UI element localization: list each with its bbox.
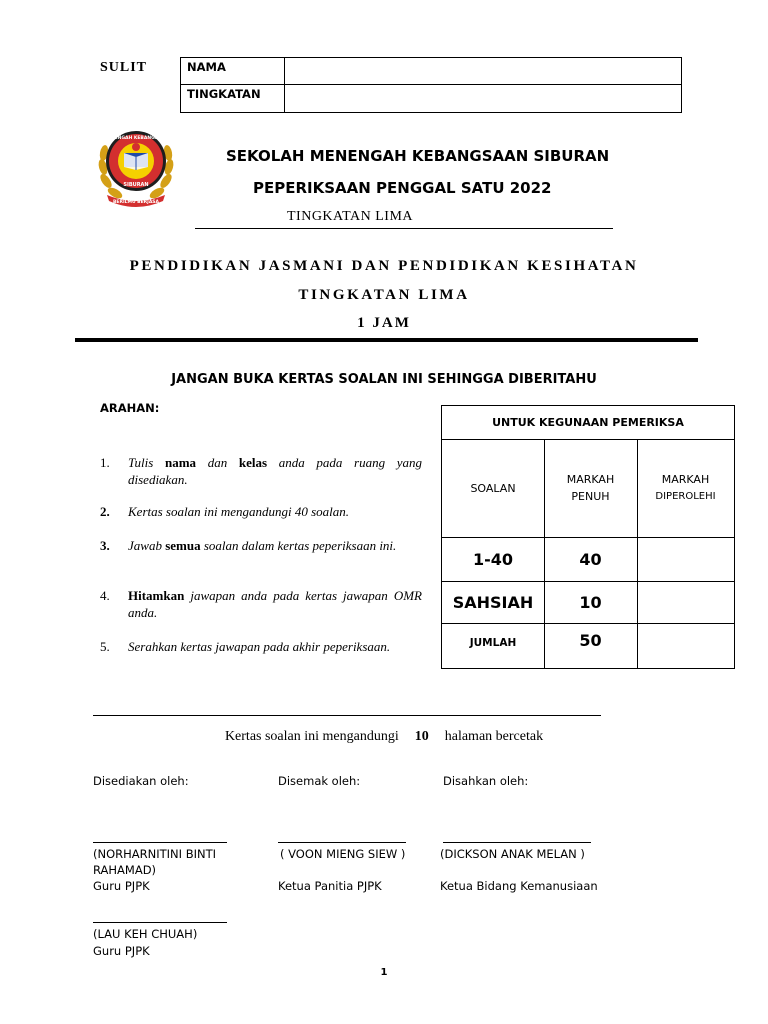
subject-form: TINGKATAN LIMA — [298, 287, 470, 303]
form-title: TINGKATAN LIMA — [287, 209, 414, 224]
examiner-mark-table — [441, 405, 735, 669]
row-obtained-mark[interactable] — [637, 623, 734, 668]
form-field[interactable] — [291, 87, 675, 109]
row-label: SAHSIAH — [452, 592, 534, 612]
student-id-table — [180, 57, 682, 113]
row-label: JUMLAH — [469, 637, 517, 649]
divider-line — [93, 715, 601, 716]
page-count: 10 — [414, 729, 429, 744]
name-label: NAMA — [187, 60, 226, 74]
row-obtained-mark[interactable] — [637, 537, 734, 581]
name-field[interactable] — [291, 60, 675, 82]
subject-title: PENDIDIKAN JASMANI DAN PENDIDIKAN KESIHATAN — [129, 258, 639, 274]
signatory-name-cont: RAHAMAD) — [93, 863, 157, 877]
exam-duration: 1 JAM — [357, 315, 411, 331]
signature-line — [443, 842, 591, 843]
row-full-mark: 50 — [579, 631, 602, 650]
instruction-number: 5. — [100, 639, 110, 654]
signatory-role: Guru PJPK — [93, 944, 150, 958]
form-label: TINGKATAN — [187, 87, 261, 101]
warning-text: JANGAN BUKA KERTAS SOALAN INI SEHINGGA DIBERITAHU — [171, 372, 597, 387]
signatory-role: Ketua Bidang Kemanusiaan — [440, 879, 598, 893]
name-row — [181, 58, 681, 85]
header-markah-penuh: MARKAH PENUH — [566, 473, 615, 503]
sulit-label: SULIT — [100, 60, 148, 75]
approved-by-label: Disahkan oleh: — [443, 774, 529, 788]
prepared-by-label: Disediakan oleh: — [93, 774, 189, 788]
instruction-number: 3. — [100, 538, 110, 553]
school-name: SEKOLAH MENENGAH KEBANGSAAN SIBURAN — [226, 147, 610, 165]
signatory-role: Ketua Panitia PJPK — [278, 879, 382, 893]
instruction-number: 1. — [100, 455, 110, 470]
instruction-number: 2. — [100, 504, 110, 519]
exam-title: PEPERIKSAAN PENGGAL SATU 2022 — [253, 179, 552, 197]
signature-line — [278, 842, 406, 843]
signatory-role: Guru PJPK — [93, 879, 150, 893]
mark-table-title: UNTUK KEGUNAAN PEMERIKSA — [492, 416, 684, 429]
signatory-name: (NORHARNITINI BINTI — [93, 847, 216, 861]
instruction-5: 5. Serahkan kertas jawapan pada akhir peperiksaan. — [100, 639, 391, 654]
row-full-mark: 10 — [579, 592, 602, 612]
instruction-3: 3. Jawab semua soalan dalam kertas peperiksaan ini. — [100, 538, 397, 553]
divider-line — [195, 228, 613, 229]
logo-bottom-text: SIBURAN — [123, 182, 149, 188]
header-soalan: SOALAN — [470, 481, 516, 495]
row-full-mark: 40 — [579, 549, 602, 569]
form-row — [181, 85, 681, 112]
signatory-name: ( VOON MIENG SIEW ) — [280, 847, 406, 861]
page-count-note: Kertas soalan ini mengandungi 10 halaman bercetak — [224, 729, 544, 744]
instruction-4: 4. Hitamkan jawapan anda pada kertas jawapan OMR anda. — [100, 588, 422, 620]
checked-by-label: Disemak oleh: — [278, 774, 361, 788]
row-obtained-mark[interactable] — [637, 581, 734, 623]
logo-motto: BERILMU BERJASA — [112, 200, 160, 205]
row-label: 1-40 — [472, 549, 514, 569]
signature-line — [93, 922, 227, 923]
logo-top-text: MENENGAH KEBANGSAAN — [103, 136, 169, 141]
instruction-1: 1. Tulis nama dan kelas anda pada ruang yang disediakan. — [100, 455, 423, 487]
instruction-number: 4. — [100, 588, 110, 603]
instructions-title: ARAHAN: — [100, 401, 160, 415]
header-markah-diperolehi: MARKAH DIPEROLEHI — [655, 473, 716, 502]
page-number: 1 — [380, 967, 388, 978]
signatory-name: (LAU KEH CHUAH) — [93, 927, 198, 941]
instruction-2: 2. Kertas soalan ini mengandungi 40 soalan. — [100, 504, 350, 519]
signatory-name: (DICKSON ANAK MELAN ) — [440, 847, 585, 861]
thick-divider — [75, 338, 698, 342]
school-logo — [93, 123, 179, 207]
signature-line — [93, 842, 227, 843]
